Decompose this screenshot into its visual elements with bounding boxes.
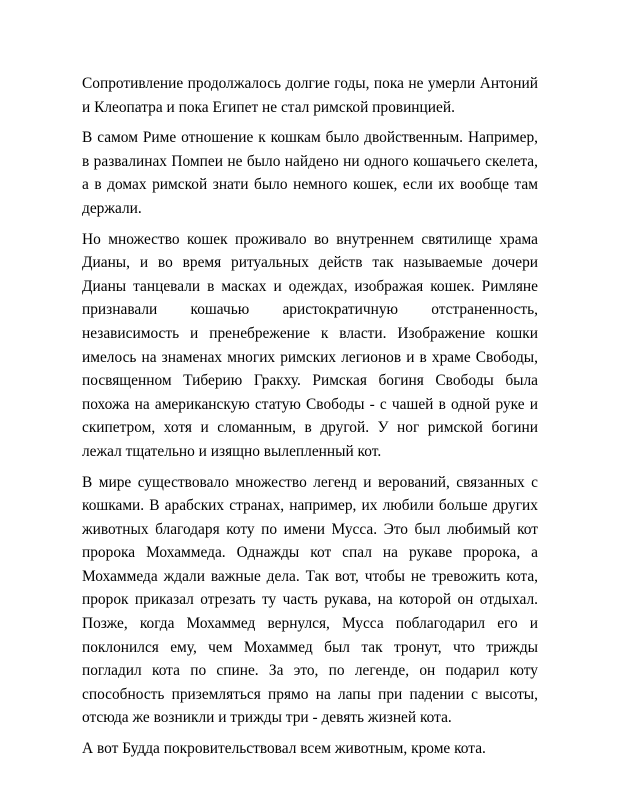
- text-body: [82, 72, 538, 768]
- paragraph-5: А вот Будда покровительствовал всем животным, кроме кота.: [82, 740, 486, 758]
- paragraph-2: В самом Риме отношение к кошкам было двойственным. Например, в развалинах Помпеи не было найдено ни одного кошачьего скелета, а в домах римской знати было немного кошек, если их вообще там держали.: [82, 129, 538, 217]
- paragraph-1: Сопротивление продолжалось долгие годы, пока не умерли Антоний и Клеопатра и пока Египет не стал римской провинцией.: [82, 75, 538, 116]
- paragraph-3: Но множество кошек проживало во внутреннем святилище храма Дианы, и во время ритуальных действ так называемые дочери Дианы танцевали в масках и одеждах, изображая кошек. Римляне признавали кошачью аристократичную отстраненность, независимость и пренебрежение к власти. Изображение кошки имелось на знаменах многих римских легионов и в храме Свободы, посвященном Тиберию Гракху. Римская богиня Свободы была похожа на американскую статую Свободы - с чашей в одной руке и скипетром, хотя и сломанным, в другой. У ног римской богини лежал тщательно и изящно вылепленный кот.: [82, 230, 538, 460]
- paragraph-4: В мире существовало множество легенд и верований, связанных с кошками. В арабских странах, например, их любили больше других животных благодаря коту по имени Мусса. Это был любимый кот пророка Мохаммеда. Однажды кот спал на рукаве пророка, а Мохаммеда ждали важные дела. Так вот, чтобы не тревожить кота, пророк приказал отрезать ту часть рукава, на которой он отдыхал. Позже, когда Мохаммед вернулся, Мусса поблагодарил его и поклонился ему, чем Мохаммед был так тронут, что трижды погладил кота по спине. За это, по легенде, он подарил коту способность приземляться прямо на лапы при падении с высоты, отсюда же возникли и трижды три - девять жизней кота.: [82, 473, 538, 727]
